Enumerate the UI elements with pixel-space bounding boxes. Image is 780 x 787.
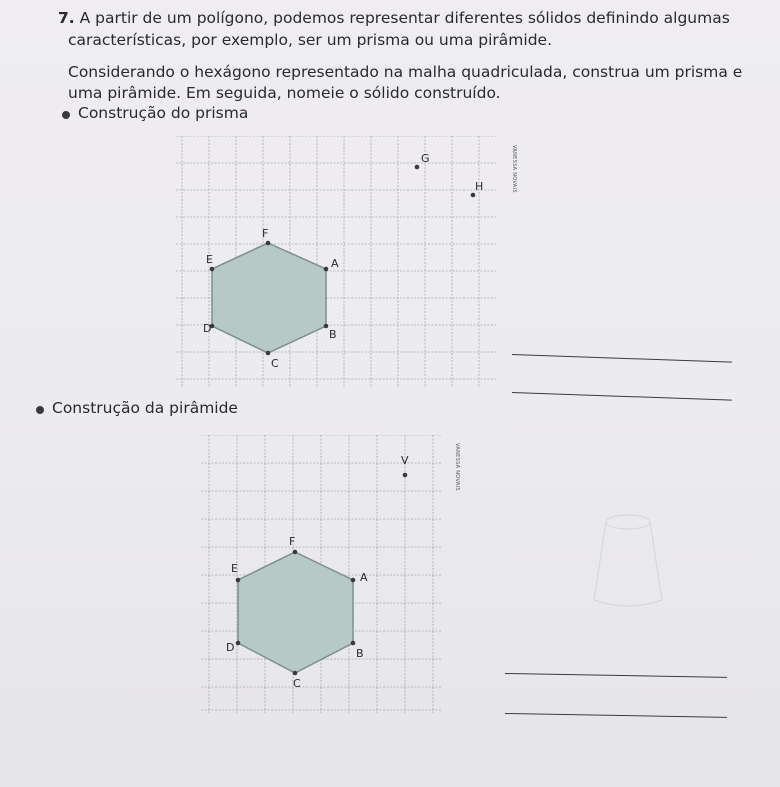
pyramid-grid[interactable] [201,435,441,713]
label-b: B [329,328,337,341]
point-f[interactable] [266,241,271,246]
image-credit: VANESSA NOVAIS [511,145,517,193]
pyramid-subtitle: Construção da pirâmide [52,399,238,417]
point-g[interactable] [415,165,420,170]
answer-line[interactable] [512,354,732,363]
label-c: C [271,357,279,370]
instruction-line-2: uma pirâmide. Em seguida, nomeie o sólido construído. [68,84,501,102]
point-b[interactable] [351,641,356,646]
question-number: 7. [58,9,75,27]
pyramid-hexagon [238,552,353,673]
prism-hexagon [212,243,326,353]
label-v: V [401,454,409,467]
label-e: E [206,253,213,266]
label-a: A [360,571,368,584]
bullet-icon [62,111,70,119]
question-text-1: A partir de um polígono, podemos representar diferentes sólidos definindo algumas [79,9,730,27]
label-c: C [293,677,301,690]
question-line-1 [58,8,730,29]
point-v[interactable] [403,473,408,478]
bullet-icon [36,406,44,414]
point-c[interactable] [293,671,298,676]
label-d: D [203,322,212,335]
answer-line[interactable] [505,673,727,678]
label-f: F [289,535,296,548]
point-e[interactable] [210,267,215,272]
instruction-line-1: Considerando o hexágono representado na malha quadriculada, construa um prisma e [68,63,743,81]
point-d[interactable] [236,641,241,646]
label-a: A [331,257,339,270]
point-a[interactable] [351,578,356,583]
point-a[interactable] [324,267,329,272]
point-c[interactable] [266,351,271,356]
image-credit: VANESSA NOVAIS [454,443,460,491]
label-d: D [226,641,235,654]
point-f[interactable] [293,550,298,555]
point-b[interactable] [324,324,329,329]
prism-subtitle: Construção do prisma [78,104,249,122]
label-e: E [231,562,238,575]
label-f: F [262,227,269,240]
question-text-2: características, por exemplo, ser um prisma ou uma pirâmide. [68,31,552,49]
point-h[interactable] [471,193,476,198]
show-through-cone-shape [588,508,688,618]
label-h: H [475,180,484,193]
label-g: G [421,152,430,165]
point-e[interactable] [236,578,241,583]
label-b: B [356,647,364,660]
answer-line[interactable] [505,713,727,718]
prism-grid[interactable] [176,136,496,388]
answer-line[interactable] [512,392,732,401]
